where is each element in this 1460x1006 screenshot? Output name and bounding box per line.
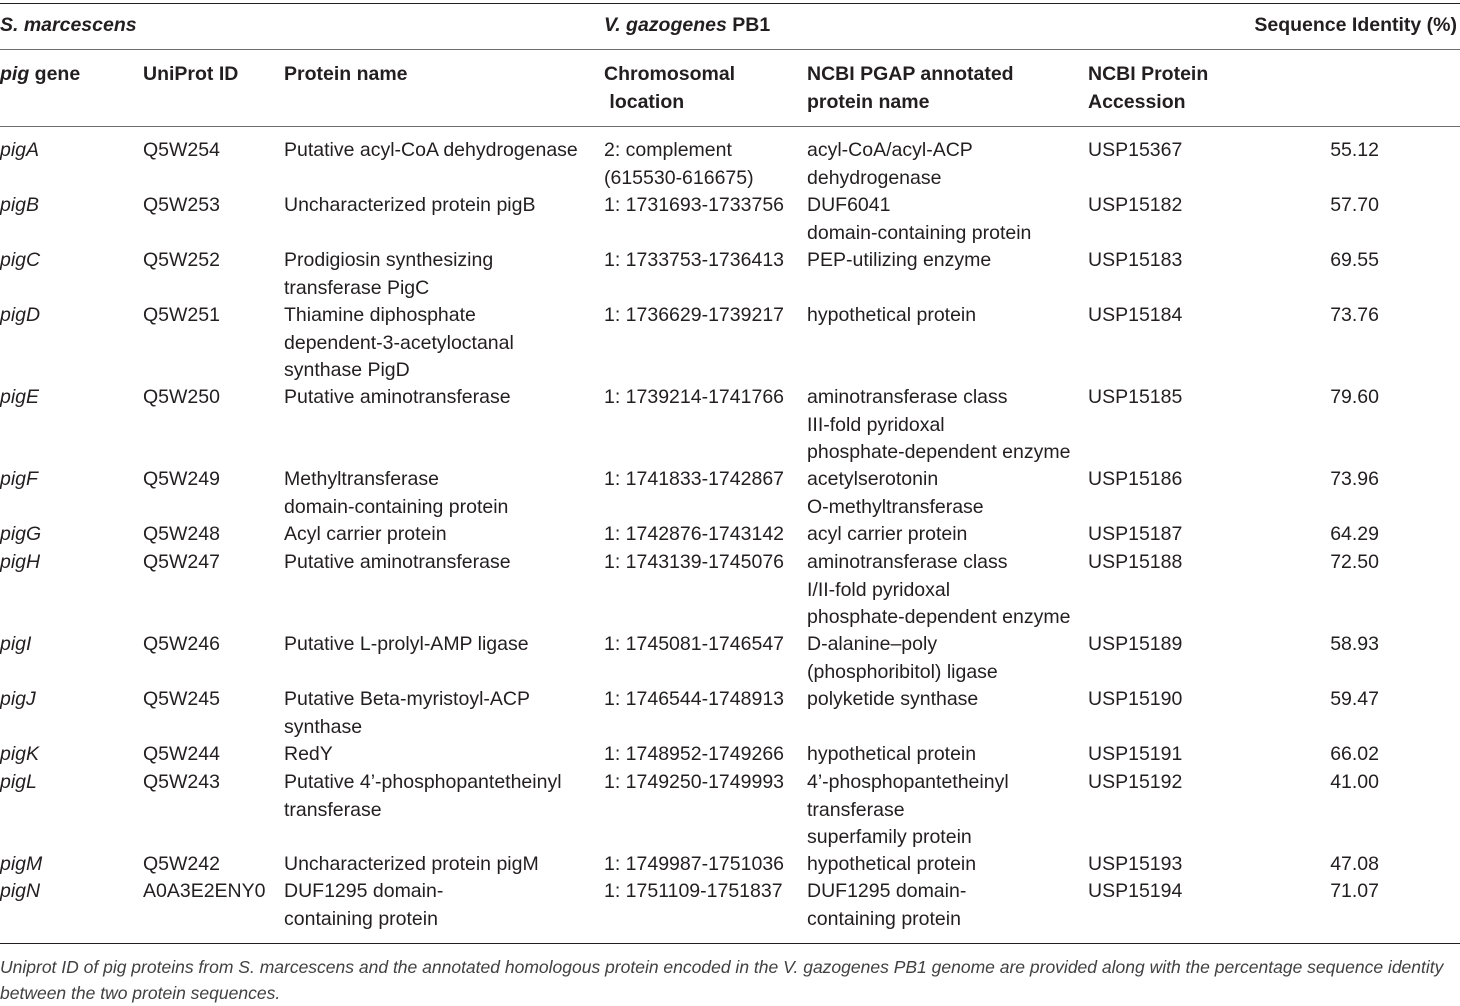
cell-ncbi-name	[807, 137, 973, 192]
col-header-gene: pig gene	[0, 63, 81, 85]
cell-accession: USP15189	[1088, 633, 1183, 655]
cell-line: hypothetical protein	[807, 304, 977, 326]
cell-identity: 41.00	[1330, 771, 1379, 793]
cell-line: Putative acyl-CoA dehydrogenase	[284, 139, 578, 161]
cell-protein	[284, 521, 447, 549]
cell-uniprot: Q5W251	[143, 304, 220, 326]
cell-accession: USP15187	[1088, 523, 1183, 545]
cell-line: dehydrogenase	[807, 166, 942, 189]
cell-line: Acyl carrier protein	[284, 523, 447, 545]
cell-line: Putative L-prolyl-AMP ligase	[284, 633, 529, 655]
cell-line: 1: 1749250-1749993	[604, 771, 785, 793]
cell-uniprot: Q5W247	[143, 551, 220, 573]
cell-line: dependent-3-acetyloctanal	[284, 331, 514, 354]
cell-ncbi-name	[807, 686, 978, 714]
cell-protein	[284, 137, 578, 165]
cell-location	[604, 137, 754, 192]
cell-line: aminotransferase class	[807, 386, 1008, 408]
cell-line: containing protein	[807, 907, 961, 930]
cell-accession: USP15190	[1088, 688, 1183, 710]
cell-uniprot: Q5W245	[143, 688, 220, 710]
col-header-chromosomal-location: Chromosomal location	[604, 63, 736, 113]
cell-gene: pigL	[0, 771, 37, 793]
cell-line: 1: 1743139-1745076	[604, 551, 785, 573]
col-header-accession: NCBI Protein Accession	[1088, 63, 1209, 113]
cell-gene: pigF	[0, 468, 38, 490]
cell-protein	[284, 302, 514, 385]
cell-gene: pigM	[0, 853, 43, 875]
cell-line: 1: 1746544-1748913	[604, 688, 785, 710]
cell-accession: USP15184	[1088, 304, 1183, 326]
cell-line: 1: 1745081-1746547	[604, 633, 785, 655]
cell-gene: pigC	[0, 249, 41, 271]
cell-protein	[284, 549, 511, 577]
cell-protein	[284, 384, 511, 412]
cell-line: Putative aminotransferase	[284, 551, 511, 573]
cell-identity: 72.50	[1330, 551, 1379, 573]
cell-line: Uncharacterized protein pigM	[284, 853, 539, 875]
cell-line: synthase	[284, 715, 363, 738]
cell-line: 1: 1731693-1733756	[604, 194, 785, 216]
cell-identity: 66.02	[1330, 743, 1379, 765]
column-header-rule	[0, 126, 1460, 127]
cell-line: 4’-phosphopantetheinyl	[807, 771, 1009, 793]
cell-uniprot: Q5W244	[143, 743, 220, 765]
cell-accession: USP15183	[1088, 249, 1183, 271]
cell-line: phosphate-dependent enzyme	[807, 441, 1071, 463]
cell-ncbi-name	[807, 851, 976, 879]
cell-uniprot: Q5W254	[143, 139, 220, 161]
cell-uniprot: Q5W253	[143, 194, 220, 216]
cell-uniprot: Q5W246	[143, 633, 220, 655]
group-header-identity: Sequence Identity (%)	[1254, 14, 1457, 36]
group-header-target: V. gazogenes PB1	[604, 14, 771, 36]
cell-gene: pigG	[0, 523, 42, 545]
cell-gene: pigN	[0, 880, 41, 902]
cell-protein	[284, 466, 508, 521]
table-caption: Uniprot ID of pig proteins from S. marcescens and the annotated homologous protein encoded in the V. gazogenes PB1 genome are provided along with the percentage sequence identity between the two protein sequences.	[0, 957, 1444, 1003]
cell-location	[604, 686, 784, 714]
cell-accession: USP15191	[1088, 743, 1183, 765]
cell-accession: USP15186	[1088, 468, 1183, 490]
cell-protein	[284, 769, 562, 824]
cell-line: RedY	[284, 743, 333, 765]
cell-line: aminotransferase class	[807, 551, 1008, 573]
cell-ncbi-name	[807, 549, 1070, 632]
cell-location	[604, 521, 784, 549]
cell-line: 1: 1742876-1743142	[604, 523, 785, 545]
cell-line: hypothetical protein	[807, 853, 977, 875]
cell-line: containing protein	[284, 907, 438, 930]
cell-line: I/II-fold pyridoxal	[807, 578, 951, 601]
cell-ncbi-name	[807, 302, 976, 330]
group-header-source: S. marcescens	[0, 14, 137, 36]
cell-location	[604, 631, 784, 659]
cell-identity: 59.47	[1330, 688, 1379, 710]
cell-protein	[284, 192, 535, 220]
cell-identity: 47.08	[1330, 853, 1379, 875]
cell-line: 1: 1749987-1751036	[604, 853, 785, 875]
cell-line: hypothetical protein	[807, 743, 977, 765]
cell-identity: 73.96	[1330, 468, 1379, 490]
cell-line: 2: complement	[604, 139, 732, 161]
cell-gene: pigH	[0, 551, 41, 573]
cell-line: D-alanine–poly	[807, 633, 938, 655]
cell-line: synthase PigD	[284, 359, 410, 381]
cell-line: DUF1295 domain-	[807, 880, 967, 902]
cell-ncbi-name	[807, 521, 967, 549]
cell-location	[604, 549, 784, 577]
cell-location	[604, 769, 784, 797]
cell-identity: 58.93	[1330, 633, 1379, 655]
cell-line: Methyltransferase	[284, 468, 439, 490]
cell-line: 1: 1739214-1741766	[604, 386, 785, 408]
cell-ncbi-name	[807, 878, 966, 933]
cell-ncbi-name	[807, 769, 1009, 852]
cell-ncbi-name	[807, 631, 998, 686]
cell-ncbi-name	[807, 384, 1070, 467]
cell-line: transferase PigC	[284, 276, 430, 299]
cell-protein	[284, 631, 529, 659]
cell-identity: 69.55	[1330, 249, 1379, 271]
cell-identity: 64.29	[1330, 523, 1379, 545]
cell-gene: pigA	[0, 139, 40, 161]
cell-accession: USP15188	[1088, 551, 1183, 573]
cell-line: Putative aminotransferase	[284, 386, 511, 408]
cell-location	[604, 741, 784, 769]
cell-line: DUF6041	[807, 194, 891, 216]
table-top-rule	[0, 3, 1460, 4]
cell-protein	[284, 878, 443, 933]
cell-identity: 71.07	[1330, 880, 1379, 902]
cell-uniprot: Q5W242	[143, 853, 220, 875]
cell-uniprot: Q5W243	[143, 771, 220, 793]
cell-location	[604, 878, 783, 906]
cell-line: Putative Beta-myristoyl-ACP	[284, 688, 530, 710]
cell-accession: USP15367	[1088, 139, 1183, 161]
cell-line: domain-containing protein	[807, 221, 1032, 244]
cell-location	[604, 302, 784, 330]
cell-line: Prodigiosin synthesizing	[284, 249, 494, 271]
cell-accession: USP15185	[1088, 386, 1183, 408]
cell-accession: USP15194	[1088, 880, 1183, 902]
cell-protein	[284, 686, 530, 741]
cell-identity: 73.76	[1330, 304, 1379, 326]
col-header-uniprot: UniProt ID	[143, 63, 239, 85]
cell-gene: pigK	[0, 743, 40, 765]
cell-location	[604, 247, 784, 275]
group-header-rule	[0, 49, 1460, 50]
cell-identity: 57.70	[1330, 194, 1379, 216]
cell-line: O-methyltransferase	[807, 495, 984, 518]
cell-uniprot: Q5W250	[143, 386, 220, 408]
cell-gene: pigE	[0, 386, 40, 408]
cell-line: acyl-CoA/acyl-ACP	[807, 139, 973, 161]
cell-gene: pigI	[0, 633, 32, 655]
cell-line: polyketide synthase	[807, 688, 979, 710]
cell-gene: pigD	[0, 304, 41, 326]
cell-line: III-fold pyridoxal	[807, 413, 945, 436]
cell-ncbi-name	[807, 741, 976, 769]
cell-uniprot: Q5W249	[143, 468, 220, 490]
cell-line: Uncharacterized protein pigB	[284, 194, 536, 216]
cell-line: 1: 1733753-1736413	[604, 249, 785, 271]
cell-ncbi-name	[807, 192, 1031, 247]
cell-accession: USP15182	[1088, 194, 1183, 216]
cell-line: 1: 1741833-1742867	[604, 468, 785, 490]
cell-line: superfamily protein	[807, 826, 972, 848]
cell-protein	[284, 741, 333, 769]
cell-accession: USP15192	[1088, 771, 1183, 793]
cell-identity: 79.60	[1330, 386, 1379, 408]
cell-uniprot: A0A3E2ENY0	[143, 880, 266, 902]
table-bottom-rule	[0, 943, 1460, 944]
cell-line: Putative 4’-phosphopantetheinyl	[284, 771, 562, 793]
cell-uniprot: Q5W252	[143, 249, 220, 271]
cell-line: PEP-utilizing enzyme	[807, 249, 992, 271]
cell-line: (phosphoribitol) ligase	[807, 660, 998, 683]
cell-ncbi-name	[807, 247, 991, 275]
cell-line: acyl carrier protein	[807, 523, 968, 545]
cell-uniprot: Q5W248	[143, 523, 220, 545]
cell-line: phosphate-dependent enzyme	[807, 606, 1071, 628]
cell-line: transferase	[284, 798, 382, 821]
cell-line: 1: 1736629-1739217	[604, 304, 785, 326]
cell-protein	[284, 851, 539, 879]
cell-accession: USP15193	[1088, 853, 1183, 875]
col-header-protein-name: Protein name	[284, 63, 408, 85]
cell-location	[604, 466, 784, 494]
cell-gene: pigJ	[0, 688, 36, 710]
cell-line: 1: 1748952-1749266	[604, 743, 785, 765]
cell-line: acetylserotonin	[807, 468, 939, 490]
cell-location	[604, 192, 784, 220]
cell-line: 1: 1751109-1751837	[604, 880, 783, 902]
cell-location	[604, 851, 784, 879]
cell-line: DUF1295 domain-	[284, 880, 444, 902]
cell-line: (615530-616675)	[604, 166, 754, 189]
cell-identity: 55.12	[1330, 139, 1379, 161]
cell-line: transferase	[807, 798, 905, 821]
cell-gene: pigB	[0, 194, 40, 216]
cell-line: domain-containing protein	[284, 495, 509, 518]
cell-ncbi-name	[807, 466, 984, 521]
cell-protein	[284, 247, 493, 302]
cell-line: Thiamine diphosphate	[284, 304, 476, 326]
col-header-ncbi-protein-name: NCBI PGAP annotated protein name	[807, 63, 1014, 113]
cell-location	[604, 384, 784, 412]
